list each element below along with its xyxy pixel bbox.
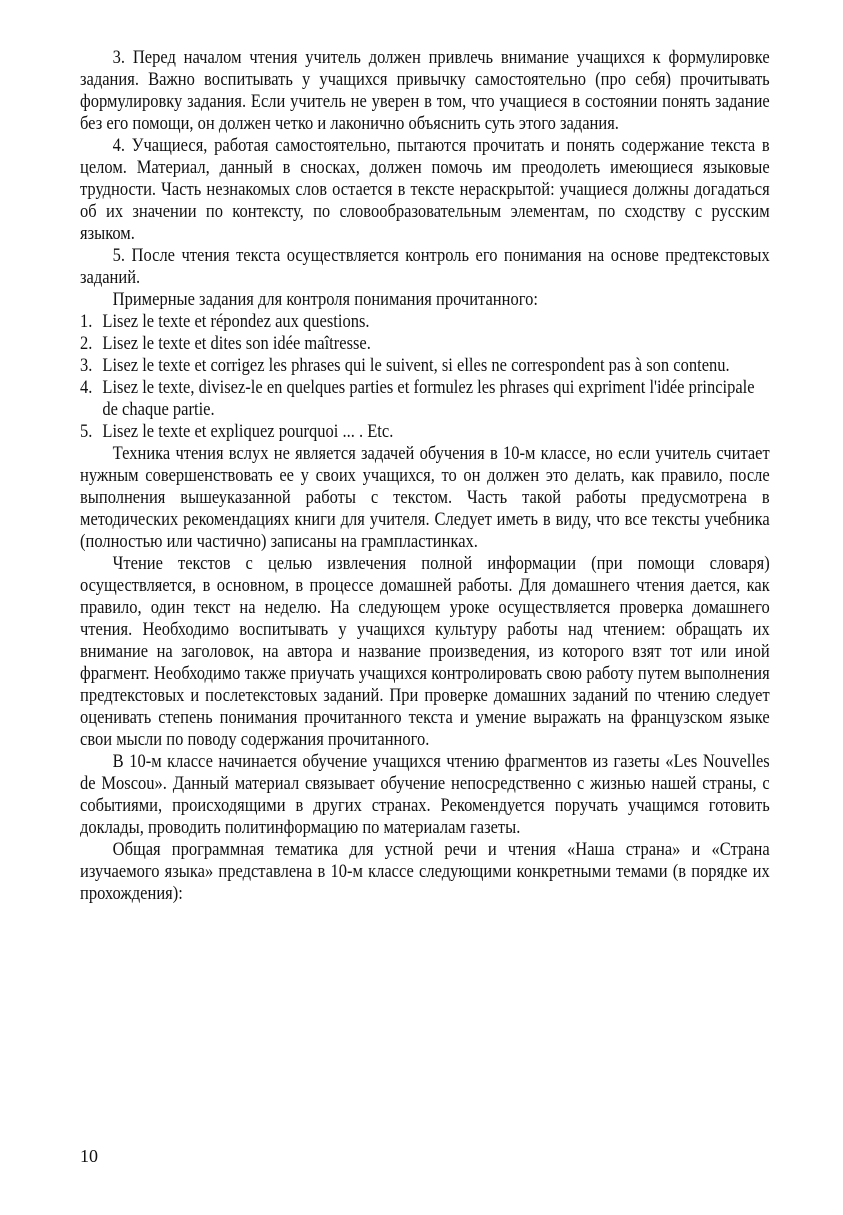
task-number: 3. xyxy=(80,355,93,376)
task-item xyxy=(80,377,770,421)
paragraph-topics: Общая программная тематика для устной речи и чтения «Наша страна» и «Страна изучаемого языка» представлена в 10-м классе следующими конкретными темами (в порядке их прохождения): xyxy=(80,839,770,904)
task-text: Lisez le texte et dites son idée maîtresse. xyxy=(102,333,371,354)
task-text: Lisez le texte et expliquez pourquoi ... . Etc. xyxy=(102,421,394,442)
task-item xyxy=(80,421,770,443)
paragraph-reading-aloud: Техника чтения вслух не является задачей обучения в 10-м классе, но если учитель считает нужным совершенствовать ее у своих учащихся, то он должен это делать, как правило, после выполнения вышеуказанной работы с текстом. Часть такой работы предусмотрена в методических рекомендациях книги для учителя. Следует иметь в виду, что все тексты учебника (полностью или частично) записаны на грампластинках. xyxy=(80,443,770,552)
task-text: Lisez le texte et répondez aux questions. xyxy=(102,311,370,332)
task-number: 1. xyxy=(80,311,93,332)
task-number: 2. xyxy=(80,333,93,354)
task-item xyxy=(80,355,770,377)
paragraph-step-3: 3. Перед началом чтения учитель должен привлечь внимание учащихся к формулировке задания. Важно воспитывать у учащихся привычку самостоятельно (про себя) прочитывать формулировку задания. Если учитель не уверен в том, что учащиеся в состоянии понять задание без его помощи, он должен четко и лаконично объяснить суть этого задания. xyxy=(80,47,770,134)
tasks-heading: Примерные задания для контроля понимания прочитанного: xyxy=(112,289,538,310)
task-number: 4. xyxy=(80,377,93,398)
task-list xyxy=(80,311,770,443)
paragraph-newspaper: В 10-м классе начинается обучение учащихся чтению фрагментов из газеты «Les Nouvelles de Moscou». Данный материал связывает обучение непосредственно с жизнью нашей страны, с событиями, происходящими в других странах. Рекомендуется поручать учащимся готовить доклады, проводить политинформацию по материалам газеты. xyxy=(80,751,770,838)
paragraph-home-reading: Чтение текстов с целью извлечения полной информации (при помощи словаря) осуществляется, в основном, в процессе домашней работы. Для домашнего чтения дается, как правило, один текст на неделю. На следующем уроке осуществляется проверка домашнего чтения. Необходимо воспитывать у учащихся культуру работы над чтением: обращать их внимание на заголовок, на автора и название произведения, из которого взят тот или иной фрагмент. Необходимо также приучать учащихся контролировать свою работу путем выполнения предтекстовых и послетекстовых заданий. При проверке домашних заданий по чтению следует оценивать степень понимания прочитанного текста и умение выражать на французском языке свои мысли по поводу содержания прочитанного. xyxy=(80,553,770,750)
task-number: 5. xyxy=(80,421,93,442)
page-number: 10 xyxy=(80,1146,98,1166)
task-text: Lisez le texte, divisez-le en quelques parties et formulez les phrases qui expriment l'idée principale de chaque partie. xyxy=(102,377,755,420)
paragraph-step-4: 4. Учащиеся, работая самостоятельно, пытаются прочитать и понять содержание текста в целом. Материал, данный в сносках, должен помочь им преодолеть имеющиеся языковые трудности. Часть незнакомых слов остается в тексте нераскрытой: учащиеся должны догадаться об их значении по контексту, по словообразовательным элементам, по сходству с русским языком. xyxy=(80,135,770,244)
task-item xyxy=(80,311,770,333)
task-item xyxy=(80,333,770,355)
page-body xyxy=(80,47,770,905)
paragraph-step-5: 5. После чтения текста осуществляется контроль его понимания на основе предтекстовых заданий. xyxy=(80,245,770,288)
task-text: Lisez le texte et corrigez les phrases qui le suivent, si elles ne correspondent pas à son contenu. xyxy=(102,355,730,376)
